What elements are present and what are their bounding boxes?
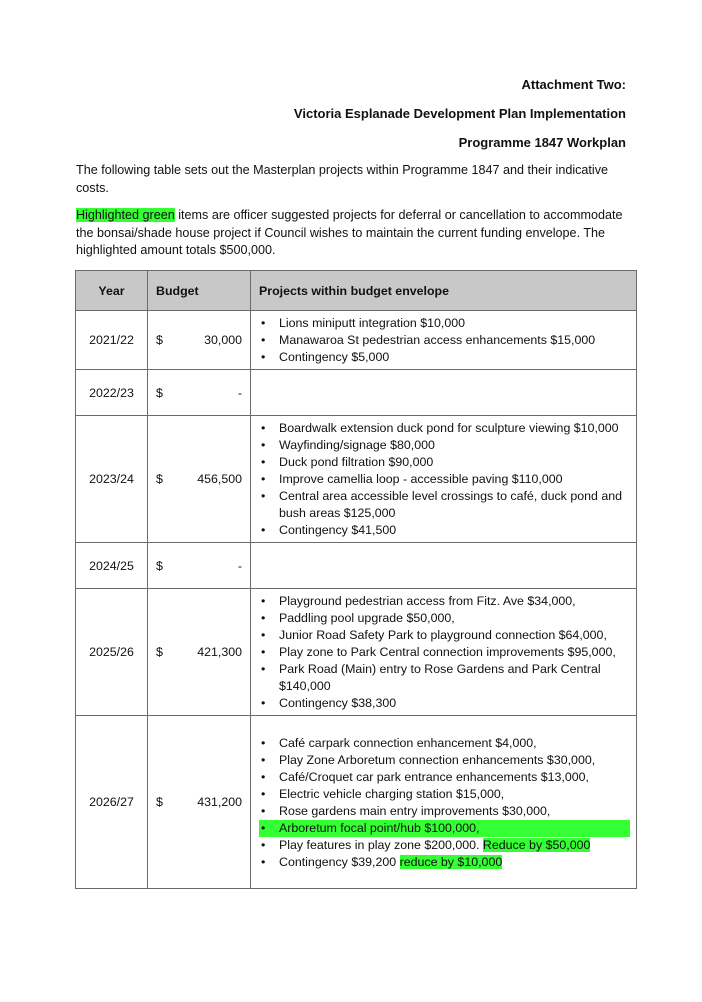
highlight-label: Highlighted green [76, 208, 175, 222]
row-budget [148, 589, 251, 716]
budget-amount: 431,200 [197, 795, 242, 809]
budget-amount: 456,500 [197, 472, 242, 486]
row-projects [251, 589, 637, 716]
row-year: 2025/26 [76, 589, 148, 716]
workplan-table [75, 270, 637, 889]
row-projects [251, 543, 637, 589]
table-row [76, 311, 637, 370]
intro-paragraph: The following table sets out the Masterplan projects within Programme 1847 and their indicative costs. [76, 163, 609, 195]
row-year: 2022/23 [76, 370, 148, 416]
list-item: • Play Zone Arboretum connection enhancements $30,000, [259, 752, 630, 769]
reduction-note: Reduce by $50,000 [482, 837, 591, 852]
budget-amount: 30,000 [204, 333, 242, 347]
list-item: • Park Road (Main) entry to Rose Gardens and Park Central $140,000 [259, 661, 630, 695]
list-item: • Manawaroa St pedestrian access enhancements $15,000 [259, 332, 630, 349]
row-projects [251, 370, 637, 416]
currency-symbol: $ [156, 385, 163, 400]
row-year: 2024/25 [76, 543, 148, 589]
list-item: • Central area accessible level crossings to café, duck pond and bush areas $125,000 [259, 488, 630, 522]
row-budget [148, 311, 251, 370]
row-year: 2026/27 [76, 716, 148, 889]
project-list [259, 315, 630, 366]
budget-amount: 421,300 [197, 645, 242, 659]
list-item: • Contingency $5,000 [259, 349, 630, 366]
workplan-title: Programme 1847 Workplan [458, 135, 626, 150]
list-item: • Improve camellia loop - accessible paving $110,000 [259, 471, 630, 488]
list-item: • Junior Road Safety Park to playground connection $64,000, [259, 627, 630, 644]
project-list [259, 420, 630, 539]
row-projects [251, 311, 637, 370]
table-row [76, 416, 637, 543]
table-row [76, 589, 637, 716]
currency-symbol: $ [156, 472, 163, 486]
row-budget [148, 370, 251, 416]
list-item: • Rose gardens main entry improvements $30,000, [259, 803, 630, 820]
header-budget: Budget [148, 271, 251, 311]
list-item [259, 854, 630, 871]
list-item: • Wayfinding/signage $80,000 [259, 437, 630, 454]
list-item: • Playground pedestrian access from Fitz. Ave $34,000, [259, 593, 630, 610]
header-year: Year [76, 271, 148, 311]
header-projects: Projects within budget envelope [251, 271, 637, 311]
list-item: • Duck pond filtration $90,000 [259, 454, 630, 471]
reduction-note: reduce by $10,000 [399, 854, 503, 869]
project-list [259, 735, 630, 871]
list-item: • Electric vehicle charging station $15,000, [259, 786, 630, 803]
budget-amount: - [237, 558, 242, 573]
list-item: • Café carpark connection enhancement $4,000, [259, 735, 630, 752]
row-year: 2023/24 [76, 416, 148, 543]
row-budget [148, 716, 251, 889]
currency-symbol: $ [156, 333, 163, 347]
list-item: • Lions miniputt integration $10,000 [259, 315, 630, 332]
plan-title: Victoria Esplanade Development Plan Implementation [293, 106, 626, 121]
note-text: items are officer suggested projects for deferral or cancellation to accommodate the bonsai/shade house project if Council wishes to maintain the current funding envelope. The highlighted amount totals $500,000. [76, 208, 623, 257]
list-item: • Contingency $38,300 [259, 695, 630, 712]
list-item: • Play zone to Park Central connection improvements $95,000, [259, 644, 630, 661]
table-header-row [76, 271, 637, 311]
budget-amount: - [237, 385, 242, 400]
contingency-text: Contingency $39,200 [279, 854, 397, 869]
highlighted-list-item: • Arboretum focal point/hub $100,000, [259, 820, 630, 837]
row-year: 2021/22 [76, 311, 148, 370]
row-projects [251, 416, 637, 543]
play-features-text: Play features in play zone $200,000. [279, 837, 480, 852]
attachment-heading: Attachment Two: [521, 77, 626, 92]
list-item: • Contingency $41,500 [259, 522, 630, 539]
currency-symbol: $ [156, 558, 163, 573]
list-item [259, 837, 630, 854]
table-row [76, 716, 637, 889]
list-item: • Paddling pool upgrade $50,000, [259, 610, 630, 627]
table-row [76, 370, 637, 416]
project-list [259, 593, 630, 712]
row-budget [148, 543, 251, 589]
row-projects [251, 716, 637, 889]
list-item: • Café/Croquet car park entrance enhancements $13,000, [259, 769, 630, 786]
highlight-note [76, 207, 636, 260]
list-item: • Boardwalk extension duck pond for sculpture viewing $10,000 [259, 420, 630, 437]
row-budget [148, 416, 251, 543]
currency-symbol: $ [156, 645, 163, 659]
currency-symbol: $ [156, 795, 163, 809]
table-row [76, 543, 637, 589]
